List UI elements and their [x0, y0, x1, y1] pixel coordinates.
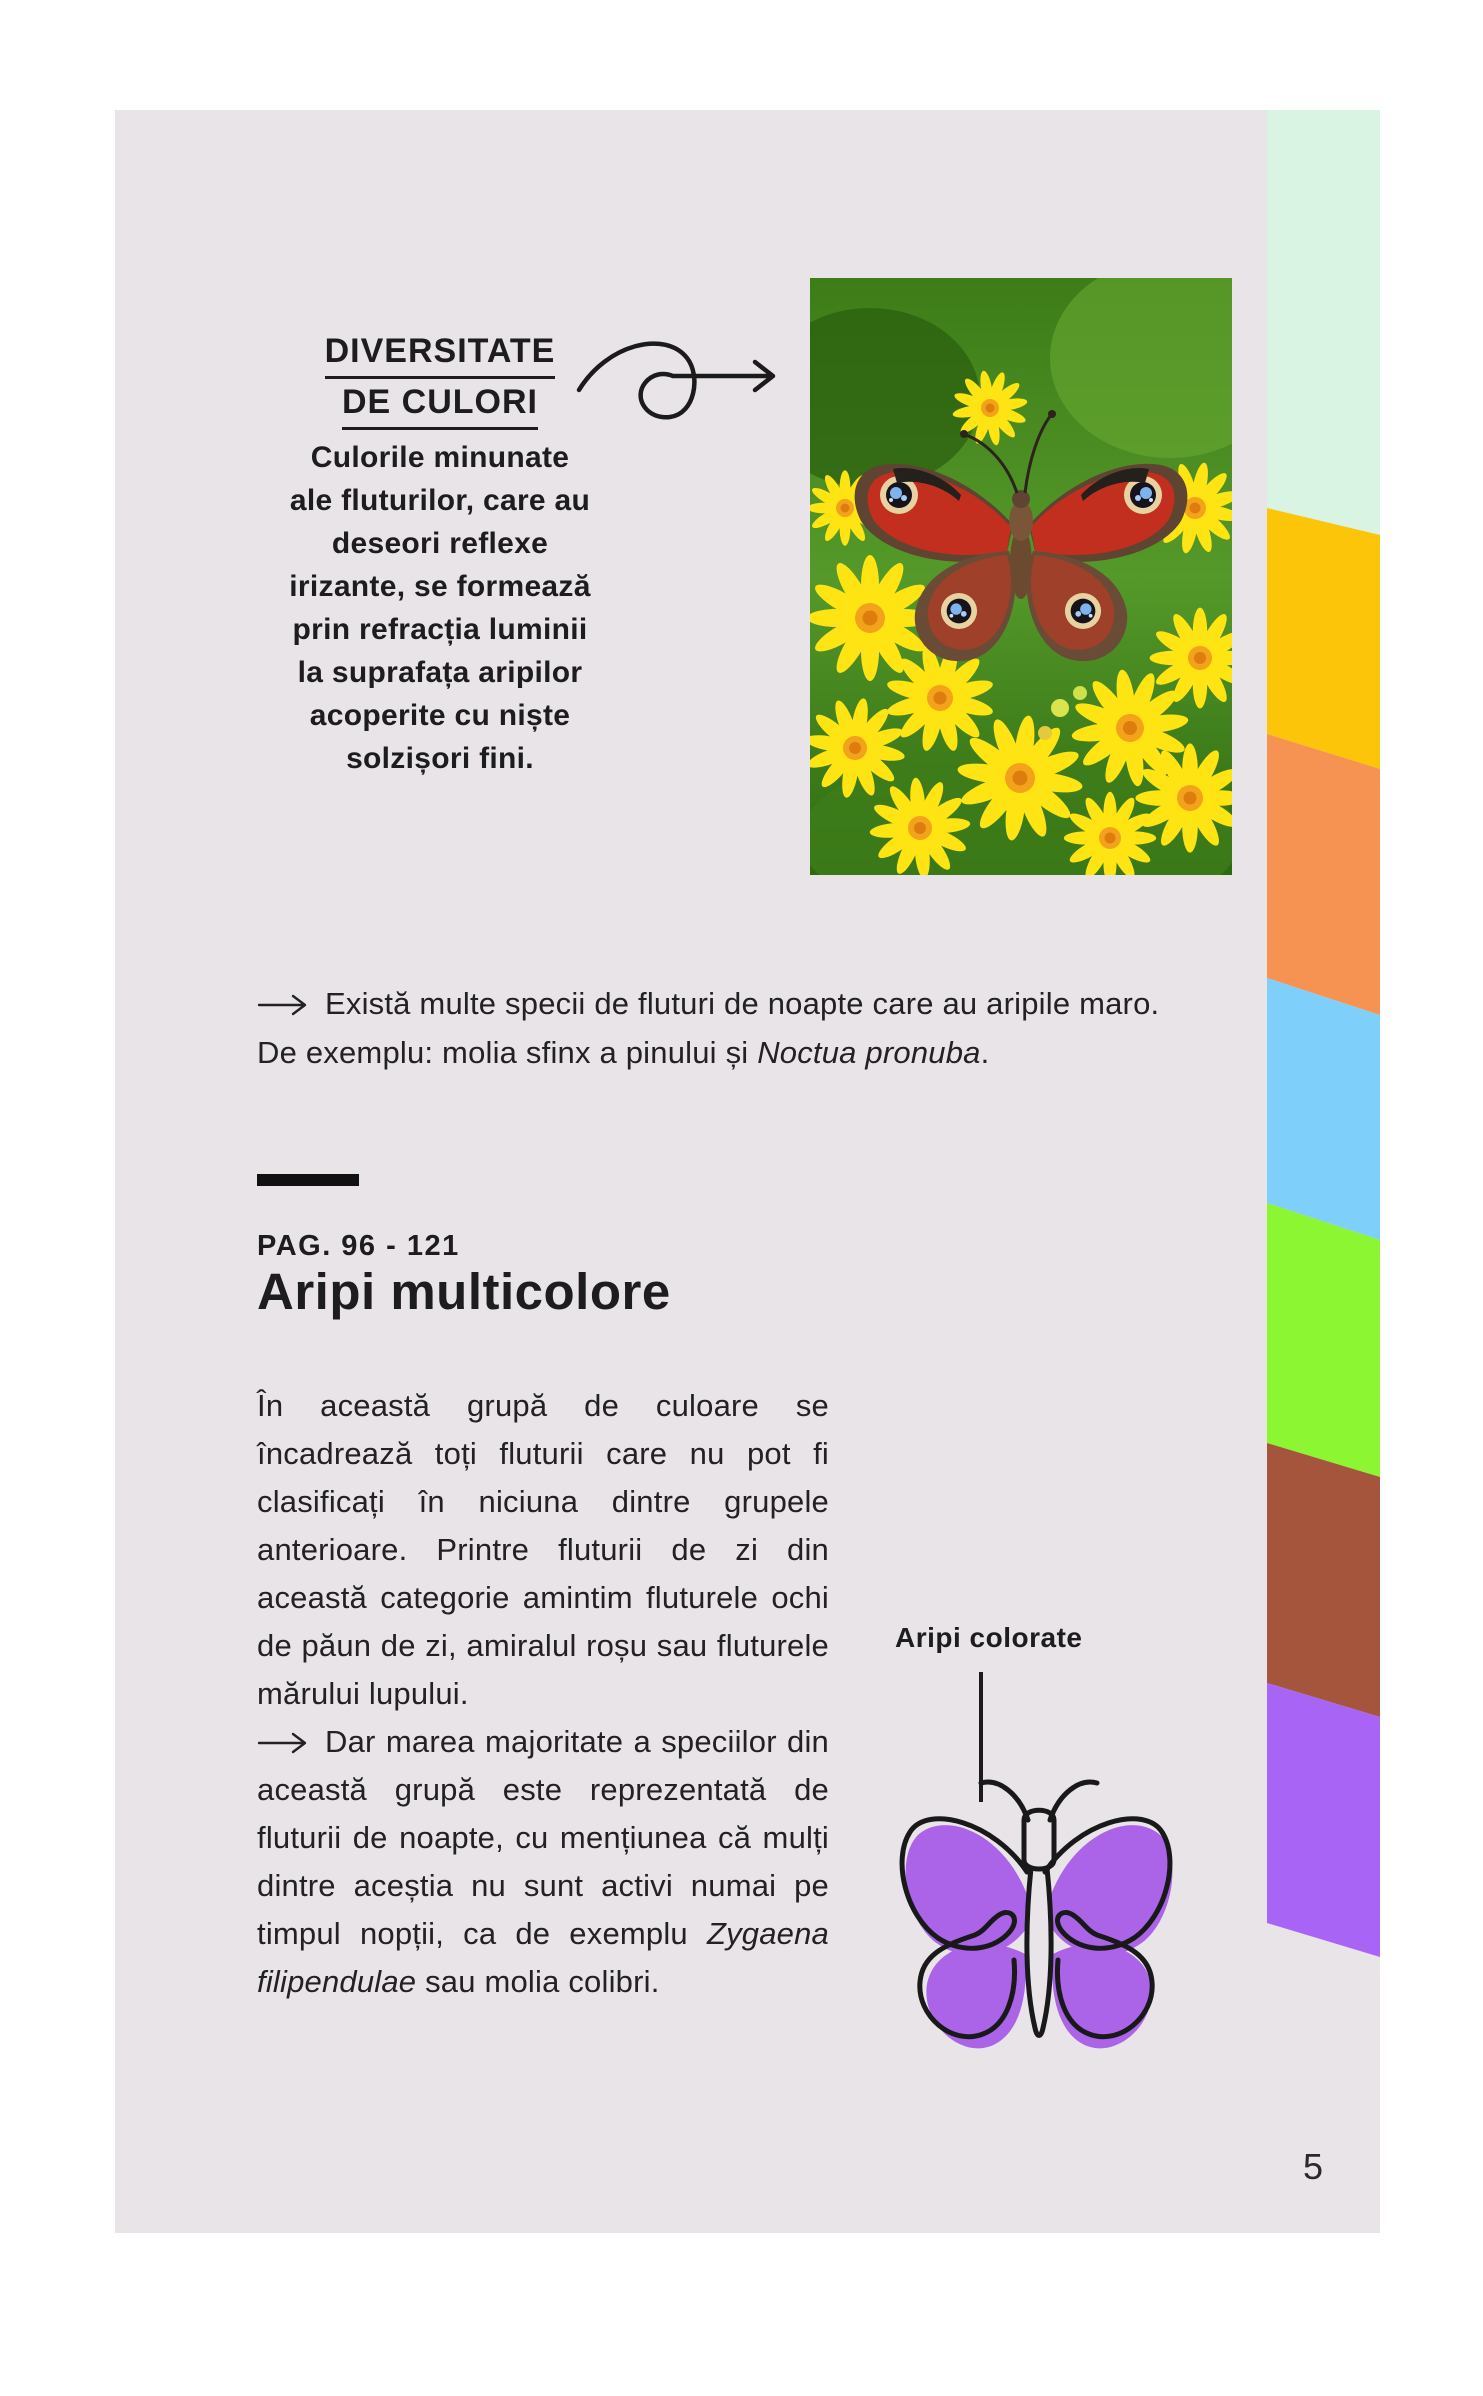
sidebar-line: la suprafața aripilor: [297, 656, 583, 689]
section-pages-label: PAG. 96 - 121: [257, 1230, 460, 1262]
tab-mint: [1267, 110, 1380, 535]
section-title: Aripi multicolore: [257, 1263, 671, 1320]
peacock-butterfly-photo: [810, 278, 1232, 875]
body-paragraph-2: [257, 1718, 829, 2006]
purple-butterfly-illustration: [867, 1770, 1212, 2080]
tab-blue: [1267, 978, 1380, 1240]
intro-text: Există multe specii de fluturi de noapte care au aripile maro. De exemplu: molia sfinx a pinului și: [257, 986, 1160, 1070]
sidebar-line: irizante, se formează: [289, 570, 591, 603]
tab-orange: [1267, 734, 1380, 1015]
color-tab-strip: [1267, 110, 1380, 2233]
intro-species-italic: Noctua pronuba: [757, 1035, 981, 1070]
long-arrow-icon: [257, 993, 309, 1017]
sidebar-title-line2: DE CULORI: [342, 379, 538, 430]
sidebar-line: prin refracția luminii: [292, 613, 588, 646]
intro-period: .: [980, 1035, 990, 1070]
sidebar-line: Culorile minunate: [310, 441, 570, 474]
section-divider: [257, 1174, 359, 1186]
book-page: [115, 110, 1380, 2233]
tab-yellow: [1267, 508, 1380, 769]
body-paragraph-2-end: sau molia colibri.: [416, 1964, 660, 1999]
tab-green: [1267, 1203, 1380, 1477]
sidebar-text: [220, 436, 660, 780]
figure-label: Aripi colorate: [895, 1622, 1083, 1653]
sidebar-line: deseori reflexe: [331, 527, 549, 560]
sidebar-line: acoperite cu niște: [309, 699, 571, 732]
sidebar-title-line1: DIVERSITATE: [325, 328, 556, 379]
body-paragraph-1: În această grupă de culoare se încadrează toți fluturii care nu pot fi clasificați în niciuna dintre grupele anterioare. Printre fluturii de zi din această categorie amintim fluturele ochi de păun de zi, amiralul roșu sau fluturele mărului lupului.: [257, 1388, 829, 1711]
sidebar-line: ale fluturilor, care au: [289, 484, 591, 517]
sidebar-line: solzișori fini.: [346, 742, 534, 775]
body-paragraph-2-text: Dar marea majoritate a speciilor din această grupă este reprezentată de fluturii de noapte, cu mențiunea că mulți dintre aceștia nu sunt activi numai pe timpul nopții, ca de exemplu: [257, 1724, 829, 1951]
intro-paragraph: [257, 979, 1192, 1077]
long-arrow-icon: [257, 1731, 309, 1755]
tab-purple: [1267, 1683, 1380, 1957]
page-number: 5: [1303, 2146, 1324, 2187]
body-text-column: [257, 1382, 829, 2006]
body-species-italic: Zygaena filipendulae: [257, 1916, 829, 1999]
tab-brown: [1267, 1443, 1380, 1717]
photo-scene: [810, 278, 1232, 875]
squiggle-arrow-icon: [573, 328, 791, 424]
